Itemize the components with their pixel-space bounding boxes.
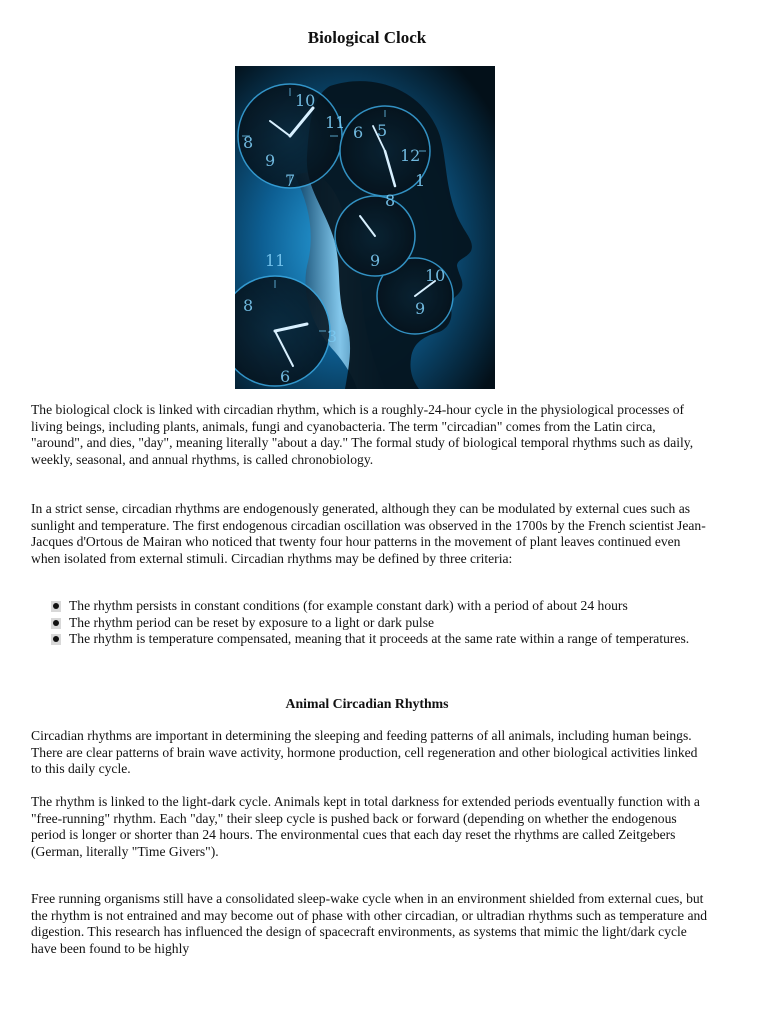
clock-numeral: 6: [280, 367, 291, 386]
clock-numeral: 5: [377, 121, 388, 140]
intro-paragraph: The biological clock is linked with circadian rhythm, which is a roughly-24-hour cycle in the physiological processes of living beings, including plants, animals, fungi and cyanobacteria. The term "circadian" comes from the Latin circa, "around", and dies, "day", meaning literally "about a day." The formal study of biological temporal rhythms such as daily, weekly, seasonal, and annual rhythms, is called chronobiology.: [31, 402, 694, 467]
head-with-clocks-illustration: [235, 66, 495, 389]
definition-paragraph: In a strict sense, circadian rhythms are endogenously generated, although they can be modulated by external cues such as sunlight and temperature. The first endogenous circadian oscillation was observed in the 1700s by the French scientist Jean-Jacques d'Ortous de Mairan who noticed that twenty four hour patterns in the movement of plant leaves continued even when isolated from external stimuli. Circadian rhythms may be defined by three criteria:: [31, 501, 706, 566]
clock-numeral: 9: [415, 299, 426, 318]
clock-numeral: 11: [265, 251, 286, 270]
clock-numeral: 10: [425, 266, 446, 285]
list-item-text: The rhythm is temperature compensated, meaning that it proceeds at the same rate within a range of temperatures.: [69, 631, 690, 646]
criteria-list: [31, 598, 711, 648]
bullet-icon: [51, 618, 61, 629]
section-paragraph: Circadian rhythms are important in determining the sleeping and feeding patterns of all animals, including human beings. There are clear patterns of brain wave activity, hormone production, cell regeneration and other biological activities linked to this daily cycle.: [31, 728, 698, 776]
clock-numeral: 8: [385, 191, 396, 210]
list-item: [31, 631, 711, 648]
clock-numeral: 8: [243, 133, 254, 152]
list-item: [31, 598, 711, 615]
clock-numeral: 12: [400, 146, 421, 165]
list-item-text: The rhythm persists in constant conditions (for example constant dark) with a period of about 24 hours: [69, 598, 628, 613]
page-title: Biological Clock: [307, 28, 427, 47]
clock-numeral: 1: [415, 171, 426, 190]
clock-numeral: 9: [265, 151, 276, 170]
clock-numeral: 3: [327, 327, 338, 346]
clock-numeral: 9: [370, 251, 381, 270]
section-paragraph: Free running organisms still have a consolidated sleep-wake cycle when in an environment shielded from external cues, but the rhythm is not entrained and may become out of phase with other circadian, or ultradian rhythms such as temperature and digestion. This research has influenced the design of spacecraft environments, as systems that mimic the light/dark cycle have been found to be highly: [31, 891, 708, 956]
clock-numeral: 8: [243, 296, 254, 315]
bullet-icon: [51, 601, 61, 612]
list-item-text: The rhythm period can be reset by exposure to a light or dark pulse: [69, 614, 435, 630]
bullet-icon: [51, 634, 61, 645]
clock-numeral: 10: [295, 91, 316, 110]
section-paragraph: The rhythm is linked to the light-dark cycle. Animals kept in total darkness for extended periods eventually function with a "free-running" rhythm. Each "day," their sleep cycle is pushed back or forward (depending on whether the endogenous period is longer or shorter than 24 hours. The environmental cues that each day reset the rhythms are called Zeitgebers (German, literally "Time Givers").: [31, 794, 700, 859]
list-item: [31, 615, 711, 632]
clock-numeral: 11: [325, 113, 346, 132]
section-heading: Animal Circadian Rhythms: [285, 696, 449, 711]
clock-numeral: 7: [285, 171, 296, 190]
clock-numeral: 6: [353, 123, 364, 142]
